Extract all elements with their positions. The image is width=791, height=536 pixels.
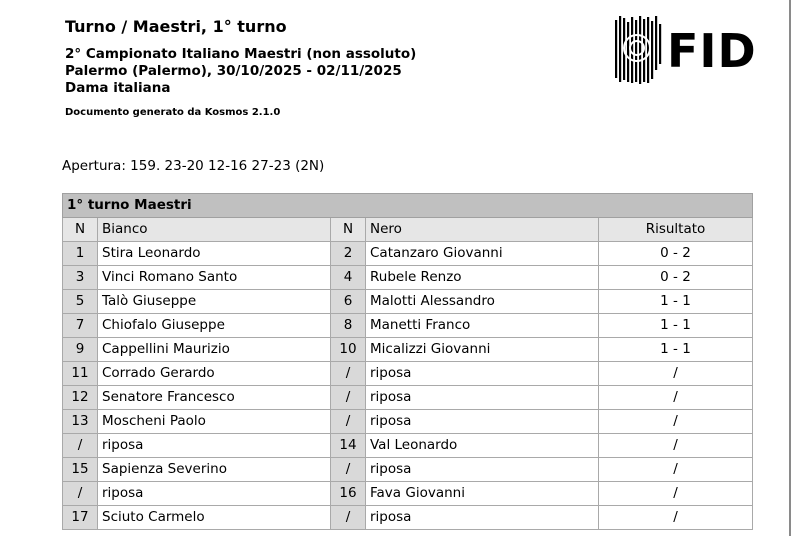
generator-note: Documento generato da Kosmos 2.1.0 <box>65 107 281 118</box>
result-cell: / <box>599 434 753 458</box>
white-number: / <box>63 482 98 506</box>
black-player: riposa <box>366 362 599 386</box>
table-row <box>63 434 753 458</box>
col-header-white: Bianco <box>98 218 331 242</box>
result-cell: / <box>599 506 753 530</box>
table-row <box>63 290 753 314</box>
table-row <box>63 506 753 530</box>
white-player: Cappellini Maurizio <box>98 338 331 362</box>
black-player: Val Leonardo <box>366 434 599 458</box>
white-number: 5 <box>63 290 98 314</box>
white-number: 7 <box>63 314 98 338</box>
white-number: 3 <box>63 266 98 290</box>
white-number: 12 <box>63 386 98 410</box>
black-number: / <box>331 386 366 410</box>
result-cell: / <box>599 410 753 434</box>
col-header-black: Nero <box>366 218 599 242</box>
result-cell: 1 - 1 <box>599 338 753 362</box>
result-cell: 0 - 2 <box>599 242 753 266</box>
white-number: 17 <box>63 506 98 530</box>
fid-logo <box>613 14 757 88</box>
black-number: 6 <box>331 290 366 314</box>
fid-logo-mark-icon <box>613 14 663 88</box>
pairings-table <box>62 193 753 530</box>
table-row <box>63 314 753 338</box>
result-cell: 1 - 1 <box>599 314 753 338</box>
white-player: Stira Leonardo <box>98 242 331 266</box>
section-title: 1° turno Maestri <box>63 194 753 218</box>
result-cell: 0 - 2 <box>599 266 753 290</box>
white-player: Corrado Gerardo <box>98 362 331 386</box>
black-player: Catanzaro Giovanni <box>366 242 599 266</box>
white-player: Sciuto Carmelo <box>98 506 331 530</box>
table-row <box>63 482 753 506</box>
logo-text: FID <box>667 24 757 78</box>
venue-dates: Palermo (Palermo), 30/10/2025 - 02/11/2025 <box>65 63 402 79</box>
white-number: 13 <box>63 410 98 434</box>
white-player: Sapienza Severino <box>98 458 331 482</box>
col-header-n-white: N <box>63 218 98 242</box>
table-row <box>63 242 753 266</box>
black-player: riposa <box>366 506 599 530</box>
white-player: Senatore Francesco <box>98 386 331 410</box>
section-header <box>63 194 753 218</box>
result-cell: 1 - 1 <box>599 290 753 314</box>
white-player: Moscheni Paolo <box>98 410 331 434</box>
result-cell: / <box>599 458 753 482</box>
black-number: / <box>331 410 366 434</box>
black-number: 2 <box>331 242 366 266</box>
table-row <box>63 266 753 290</box>
black-number: 10 <box>331 338 366 362</box>
black-player: Malotti Alessandro <box>366 290 599 314</box>
black-player: Micalizzi Giovanni <box>366 338 599 362</box>
black-player: riposa <box>366 386 599 410</box>
black-number: / <box>331 362 366 386</box>
white-player: riposa <box>98 434 331 458</box>
page-title: Turno / Maestri, 1° turno <box>65 17 287 36</box>
black-player: Manetti Franco <box>366 314 599 338</box>
white-number: 9 <box>63 338 98 362</box>
table-row <box>63 386 753 410</box>
white-number: 11 <box>63 362 98 386</box>
black-number: / <box>331 506 366 530</box>
opening-line: Apertura: 159. 23-20 12-16 27-23 (2N) <box>62 158 325 174</box>
black-number: 8 <box>331 314 366 338</box>
table-row <box>63 362 753 386</box>
black-player: riposa <box>366 458 599 482</box>
white-player: riposa <box>98 482 331 506</box>
white-number: / <box>63 434 98 458</box>
result-cell: / <box>599 482 753 506</box>
black-player: Rubele Renzo <box>366 266 599 290</box>
table-row <box>63 338 753 362</box>
white-number: 15 <box>63 458 98 482</box>
black-player: riposa <box>366 410 599 434</box>
result-cell: / <box>599 386 753 410</box>
white-player: Vinci Romano Santo <box>98 266 331 290</box>
black-player: Fava Giovanni <box>366 482 599 506</box>
black-number: 14 <box>331 434 366 458</box>
white-player: Chiofalo Giuseppe <box>98 314 331 338</box>
table-row <box>63 410 753 434</box>
column-header-row <box>63 218 753 242</box>
result-cell: / <box>599 362 753 386</box>
championship-name: 2° Campionato Italiano Maestri (non assoluto) <box>65 46 417 62</box>
black-number: / <box>331 458 366 482</box>
col-header-n-black: N <box>331 218 366 242</box>
col-header-result: Risultato <box>599 218 753 242</box>
table-row <box>63 458 753 482</box>
white-number: 1 <box>63 242 98 266</box>
game-variant: Dama italiana <box>65 80 171 96</box>
black-number: 16 <box>331 482 366 506</box>
black-number: 4 <box>331 266 366 290</box>
white-player: Talò Giuseppe <box>98 290 331 314</box>
